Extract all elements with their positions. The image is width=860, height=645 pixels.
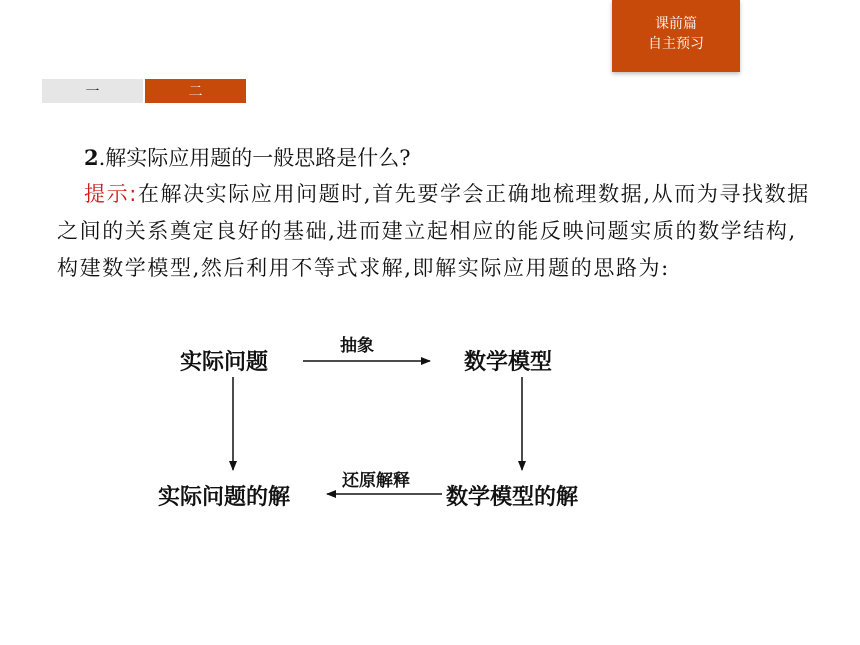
question-number: 2 <box>84 145 99 170</box>
answer-text: 在解决实际应用问题时,首先要学会正确地梳理数据,从而为寻找数据之间的关系奠定良好的基础,进而建立起相应的能反映问题实质的数学结构,构建数学模型,然后利用不等式求解,即解实际应用题的思路为: <box>57 182 810 280</box>
hint-label: 提示: <box>84 182 138 206</box>
node-math-model: 数学模型 <box>464 350 553 375</box>
section-badge-line1: 课前篇 <box>655 16 697 32</box>
node-model-solution: 数学模型的解 <box>446 485 579 510</box>
edge-label-abstract: 抽象 <box>340 336 374 356</box>
tab-two[interactable]: 二 <box>145 79 246 103</box>
node-real-problem: 实际问题 <box>180 350 269 375</box>
edge-label-restore: 还原解释 <box>342 471 410 491</box>
section-badge-line2: 自主预习 <box>648 36 704 52</box>
question-text: .解实际应用题的一般思路是什么? <box>98 146 411 170</box>
node-real-solution: 实际问题的解 <box>158 485 291 510</box>
tab-one[interactable]: 一 <box>42 79 143 103</box>
